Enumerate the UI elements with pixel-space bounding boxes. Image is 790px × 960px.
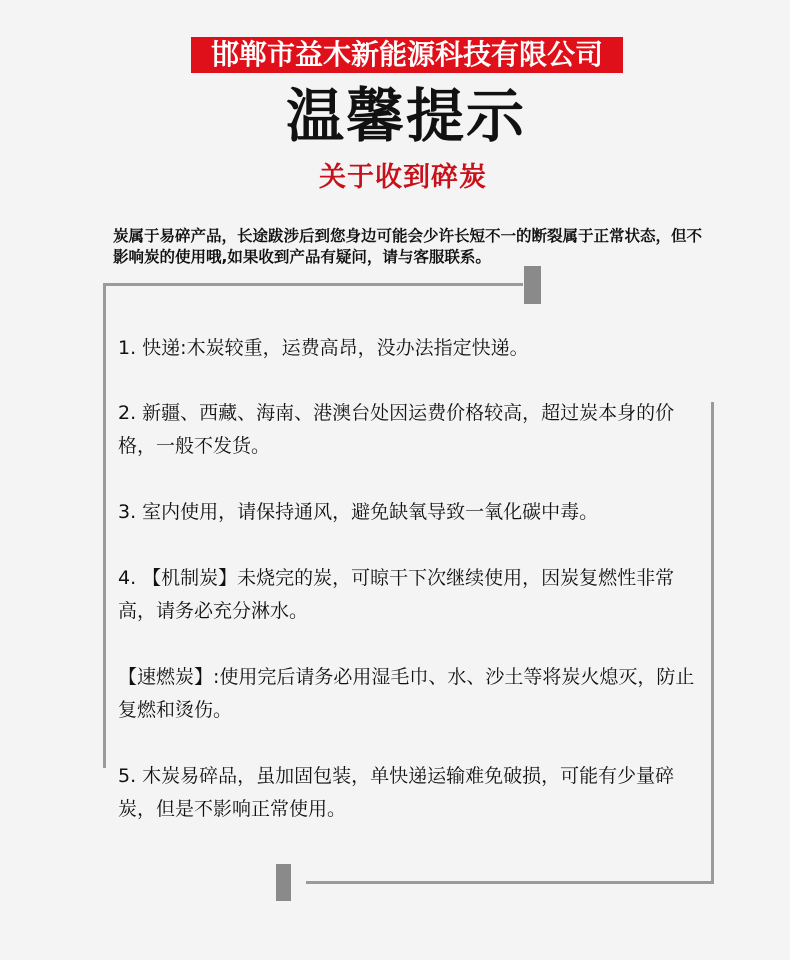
page-subtitle: 关于收到碎炭 <box>319 162 487 193</box>
notice-item-3: 3. 室内使用，请保持通风，避免缺氧导致一氧化碳中毒。 <box>118 501 599 523</box>
frame-right-line <box>711 402 714 884</box>
notice-item-1: 1. 快递:木炭较重，运费高昂，没办法指定快递。 <box>118 337 529 359</box>
frame-top-block <box>524 266 541 304</box>
notice-item-2: 2. 新疆、西藏、海南、港澳台处因运费价格较高，超过炭本身的价格，一般不发货。 <box>118 402 675 457</box>
intro-paragraph: 炭属于易碎产品，长途跋涉后到您身边可能会少许长短不一的断裂属于正常状态，但不影响炭的使用哦,如果收到产品有疑问，请与客服联系。 <box>113 227 703 266</box>
frame-bottom-line <box>306 881 714 884</box>
company-name-banner: 邯郸市益木新能源科技有限公司 <box>191 37 623 73</box>
notice-item-5: 5. 木炭易碎品，虽加固包装，单快递运输难免破损，可能有少量碎炭，但是不影响正常使用。 <box>118 765 675 820</box>
page-title: 温馨提示 <box>285 82 526 150</box>
notice-item-quick-burn: 【速燃炭】:使用完后请务必用湿毛巾、水、沙土等将炭火熄灭，防止复燃和烫伤。 <box>118 666 695 721</box>
frame-top-line <box>103 283 523 286</box>
frame-bottom-block <box>276 864 291 901</box>
notice-item-4: 4. 【机制炭】未烧完的炭，可晾干下次继续使用，因炭复燃性非常高，请务必充分淋水。 <box>118 567 675 622</box>
frame-left-line <box>103 283 106 768</box>
